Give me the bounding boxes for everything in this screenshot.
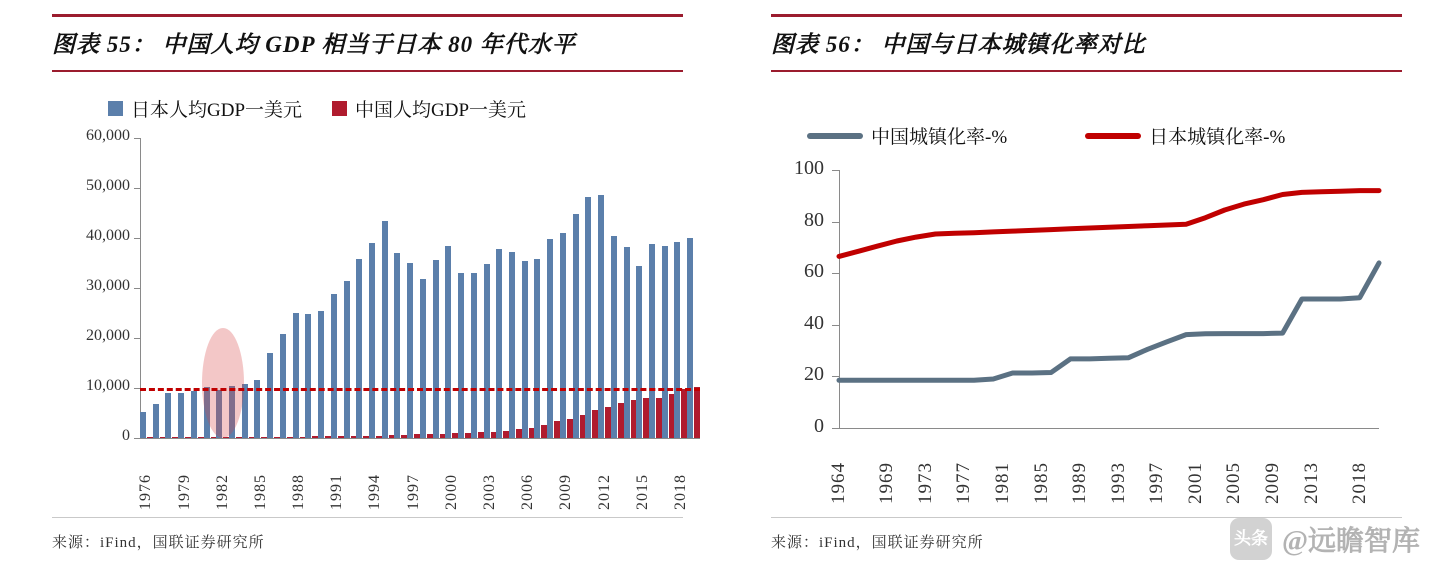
bar-japan: [394, 253, 400, 439]
x-axis-tick-label: 1981: [991, 462, 1013, 504]
bar-japan: [522, 261, 528, 438]
panel-chart-56: [719, 0, 1438, 580]
legend-label: 日本人均GDP一美元: [131, 100, 303, 121]
bar-japan: [369, 243, 375, 438]
bar-japan: [560, 233, 566, 438]
x-axis-tick-label: 1969: [876, 462, 898, 504]
bar-japan: [458, 273, 464, 439]
bar-japan: [318, 311, 324, 438]
y-axis-line: [839, 170, 840, 429]
y-axis-tick-label: 60: [804, 260, 824, 283]
x-axis-tick-label: 2013: [1300, 462, 1322, 504]
bar-japan: [534, 259, 540, 438]
x-axis-tick-label: 2012: [595, 474, 613, 510]
x-axis-tick-label: 2009: [1261, 462, 1283, 504]
bar-japan: [331, 294, 337, 439]
bar-japan: [153, 404, 159, 439]
x-axis-tick-label: 2009: [557, 474, 575, 510]
y-axis-tick-label: 100: [794, 157, 824, 179]
x-axis-tick-label: 1997: [404, 474, 422, 510]
bar-japan: [382, 221, 388, 438]
x-axis-tick-label: 2001: [1184, 462, 1206, 504]
x-axis-tick-label: 1997: [1146, 462, 1168, 504]
x-axis-tick-label: 1993: [1107, 462, 1129, 504]
bar-japan: [165, 393, 171, 438]
bar-japan: [356, 259, 362, 438]
source-note: 来源：iFind，国联证券研究所: [52, 535, 265, 551]
bar-japan: [496, 249, 502, 438]
bar-japan: [344, 281, 350, 439]
y-axis-tick-label: 0: [122, 427, 130, 444]
x-axis-tick-label: 1977: [953, 462, 975, 504]
bar-japan: [573, 214, 579, 439]
bar-japan: [178, 393, 184, 439]
y-axis-tick-label: 20: [804, 363, 824, 386]
line-series: [839, 263, 1379, 380]
bar-japan: [305, 314, 311, 438]
bar-japan: [471, 273, 477, 438]
x-axis-tick-label: 1991: [328, 474, 346, 510]
y-axis-tick-label: 60,000: [86, 127, 130, 144]
bar-japan: [509, 252, 515, 438]
x-axis-line: [140, 438, 700, 439]
y-axis-tick-label: 40,000: [86, 227, 130, 244]
bar-japan: [585, 197, 591, 438]
x-axis-tick-label: 1964: [828, 462, 849, 504]
x-axis-tick-label: 1973: [914, 462, 936, 504]
bar-japan: [191, 391, 197, 439]
y-axis-tick-label: 50,000: [86, 177, 130, 194]
page-title: 图表 55： 中国人均 GDP 相当于日本 80 年代水平: [52, 32, 576, 57]
bar-japan: [649, 244, 655, 439]
x-axis-tick-label: 2018: [1348, 462, 1370, 504]
bar-japan: [662, 246, 668, 438]
y-axis-tick-label: 40: [804, 311, 824, 334]
bar-japan: [611, 236, 617, 439]
x-axis-line: [839, 428, 1379, 429]
bar-japan: [293, 313, 299, 439]
x-axis-tick-label: 1985: [251, 474, 269, 510]
bar-japan: [267, 353, 273, 439]
y-axis-tick: [832, 222, 839, 223]
y-axis-tick: [832, 376, 839, 377]
x-axis-tick-label: 2003: [481, 474, 498, 510]
x-axis-tick-label: 1979: [175, 474, 193, 510]
source-note: 来源：iFind，国联证券研究所: [771, 535, 984, 551]
y-axis-tick: [832, 325, 839, 326]
x-axis-tick-label: 2000: [442, 474, 460, 510]
y-axis-tick-label: 30,000: [86, 277, 130, 294]
x-axis-tick-label: 1989: [1069, 462, 1091, 504]
x-axis-tick-label: 2005: [1223, 462, 1245, 504]
y-axis-tick: [832, 273, 839, 274]
bar-japan: [674, 242, 680, 438]
watermark: [1230, 518, 1420, 560]
x-axis-tick-label: 1976: [137, 474, 155, 510]
bar-japan: [407, 263, 413, 438]
bar-japan: [433, 260, 439, 439]
x-axis-tick-label: 1988: [290, 474, 308, 510]
x-axis-tick-label: 2006: [519, 474, 537, 510]
x-axis-tick-label: 2018: [671, 474, 689, 510]
bar-japan: [484, 264, 490, 438]
bar-japan: [547, 239, 553, 439]
legend-label: 日本城镇化率-%: [1149, 127, 1286, 148]
y-axis-tick: [832, 428, 839, 429]
bar-japan: [598, 195, 604, 438]
y-axis-tick-label: 20,000: [86, 327, 130, 344]
bar-japan: [687, 238, 693, 439]
page-title: 图表 56： 中国与日本城镇化率对比: [771, 32, 1146, 57]
bar-japan: [420, 279, 426, 439]
x-axis-tick-label: 2015: [633, 474, 651, 510]
x-axis-tick-label: 1982: [213, 474, 231, 510]
bar-japan: [636, 266, 642, 439]
bar-japan: [624, 247, 630, 438]
x-axis-tick-label: 1985: [1030, 462, 1052, 504]
bar-china: [694, 387, 700, 438]
x-axis-tick-label: 1994: [366, 474, 384, 510]
y-axis-tick-label: 80: [804, 208, 824, 231]
watermark-badge: 头条: [1230, 518, 1272, 560]
y-axis-line: [140, 138, 141, 439]
bar-japan: [140, 412, 146, 438]
bar-japan: [445, 246, 451, 439]
legend-label: 中国城镇化率-%: [871, 127, 1008, 148]
line-chart-plot: [719, 0, 1438, 580]
y-axis-tick: [832, 170, 839, 171]
legend-label: 中国人均GDP一美元: [355, 100, 527, 121]
watermark-text: @远瞻智库: [1281, 526, 1420, 557]
source-divider: [52, 517, 683, 518]
y-axis-tick-label: 10,000: [86, 377, 130, 394]
bar-japan: [280, 334, 286, 438]
highlight-ellipse: [202, 328, 244, 438]
threshold-line: [140, 388, 700, 391]
y-axis-tick-label: 0: [814, 415, 824, 437]
line-series: [839, 191, 1379, 257]
